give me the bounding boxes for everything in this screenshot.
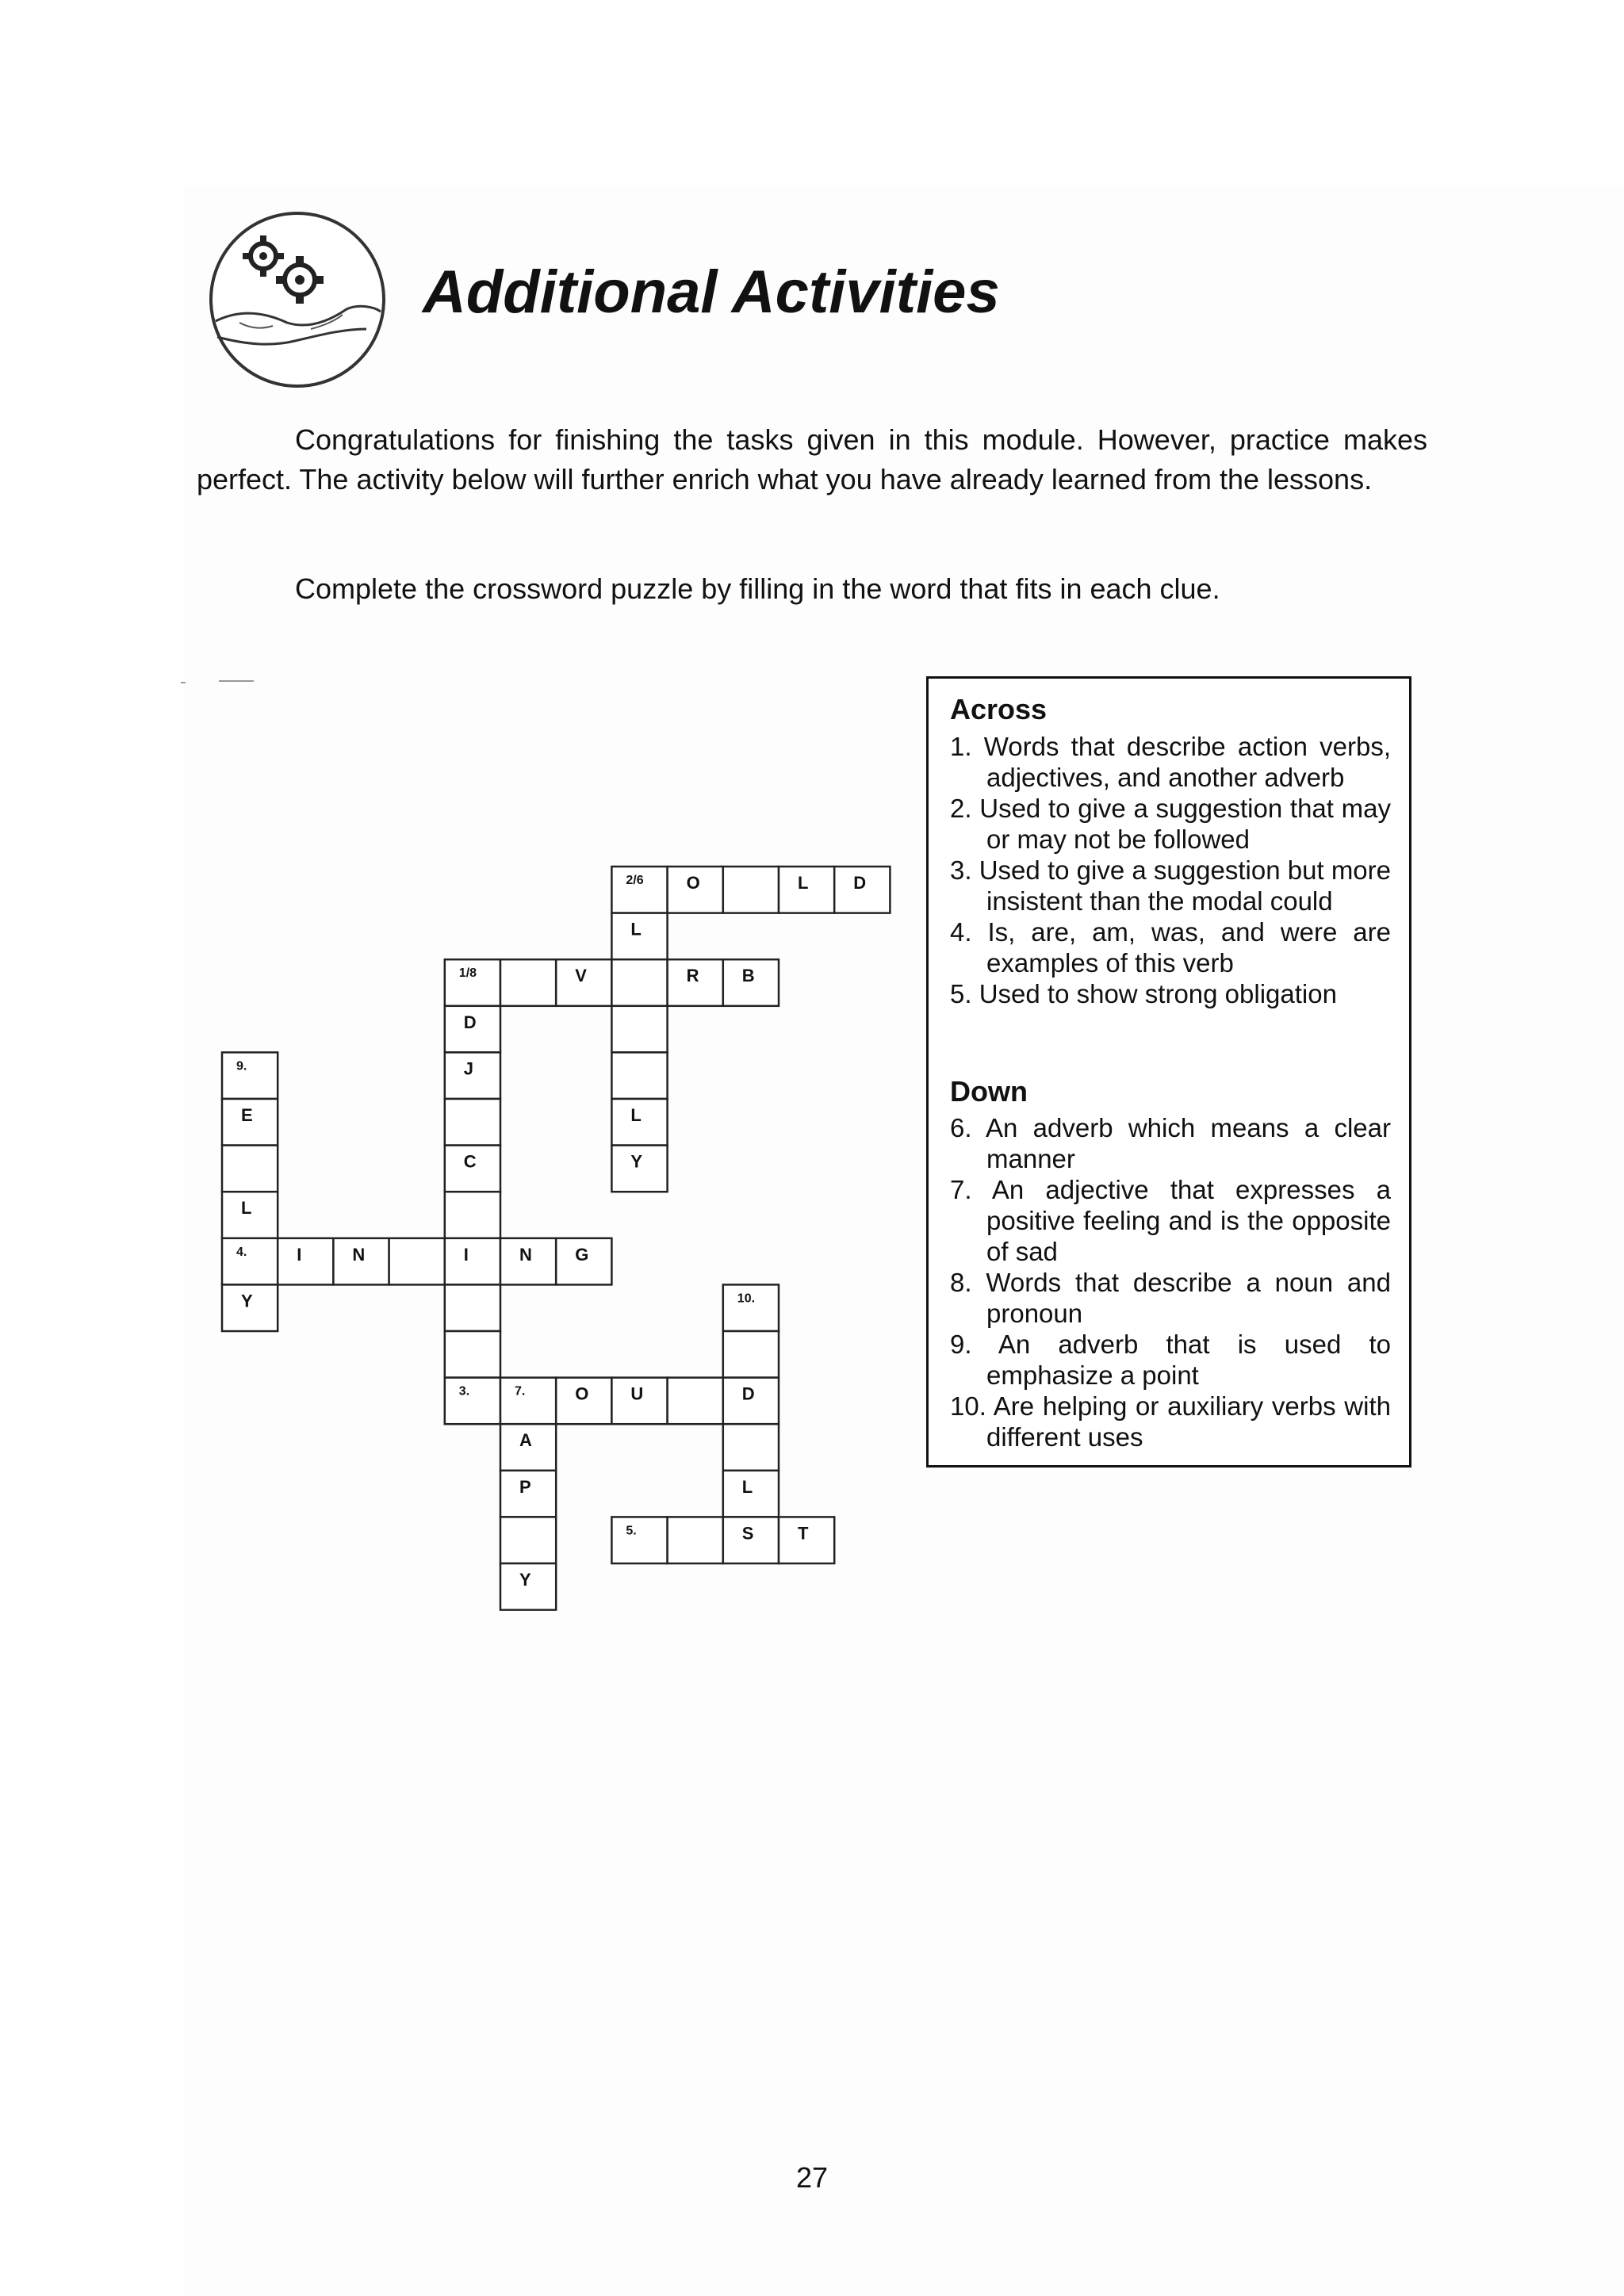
crossword-letter: L (630, 1105, 642, 1125)
crossword-cell (611, 1052, 667, 1099)
across-clue-list (950, 731, 1391, 1009)
crossword-letter: L (630, 919, 642, 939)
crossword-letter: R (686, 966, 699, 986)
instruction-paragraph: Complete the crossword puzzle by filling in the word that fits in each clue. (295, 572, 1220, 605)
crossword-cell (333, 1238, 389, 1285)
crossword-letter: Y (630, 1151, 643, 1172)
crossword-letter: P (519, 1476, 531, 1497)
crossword-letter: N (352, 1244, 366, 1265)
clue-box (926, 676, 1411, 1468)
crossword-letter: Y (241, 1291, 253, 1311)
clue-number: 7. (515, 1384, 526, 1399)
page-number: 27 (795, 2161, 829, 2194)
crossword-cell (723, 1424, 779, 1471)
clue-number: 10. (737, 1292, 756, 1306)
crossword-cell (222, 1238, 278, 1285)
crossword-cell (668, 1378, 723, 1425)
crossword-cell (500, 1517, 556, 1563)
crossword-letter: J (463, 1058, 474, 1079)
crossword-cell (779, 867, 834, 913)
crossword-cell (500, 959, 556, 1006)
crossword-cell (611, 913, 667, 960)
crossword-letter: O (575, 1383, 589, 1404)
crossword-cell (500, 1563, 556, 1610)
intro-paragraph: Congratulations for finishing the tasks given in this module. However, practice makes perfect. The activity below will further enrich what you have already learned from the lessons. (197, 423, 1427, 496)
across-clue: 5. Used to show strong obligation (950, 979, 1337, 1008)
crossword-cell (834, 867, 890, 913)
crossword-letter: L (798, 873, 809, 893)
crossword-cell (723, 1517, 779, 1563)
crossword-letter: S (741, 1523, 754, 1544)
crossword-cell (611, 1099, 667, 1146)
down-heading: Down (950, 1075, 1028, 1108)
crossword-cell (445, 1284, 500, 1331)
crossword-cell (500, 1378, 556, 1425)
crossword-letter: O (686, 873, 700, 893)
crossword-letter: N (519, 1244, 532, 1265)
across-clue: 3. Used to give a suggestion but more insistent than the modal could (950, 855, 1391, 916)
crossword-cell (556, 1378, 611, 1425)
crossword-cell (445, 1099, 500, 1146)
crossword-cell (611, 1146, 667, 1192)
crossword-cell (389, 1238, 445, 1285)
crossword-cell (445, 1146, 500, 1192)
crossword-letter: I (463, 1244, 469, 1265)
crossword-letter: D (853, 873, 867, 893)
crossword-cell (445, 1192, 500, 1238)
crossword-cell (723, 1471, 779, 1517)
crossword-cell (222, 1099, 278, 1146)
crossword-cell (723, 1331, 779, 1378)
clue-number: 3. (458, 1384, 470, 1399)
clue-number: 4. (236, 1245, 247, 1259)
crossword-cell (445, 1331, 500, 1378)
crossword-cell (445, 1052, 500, 1099)
crossword-cell (500, 1424, 556, 1471)
crossword-cell (445, 1006, 500, 1053)
crossword-letter: U (630, 1383, 644, 1404)
clue-number: 1/8 (458, 966, 477, 981)
crossword-cell (278, 1238, 333, 1285)
crossword-letter: A (519, 1430, 532, 1451)
crossword-cell (500, 1238, 556, 1285)
crossword-letter: L (741, 1476, 753, 1497)
crossword-cell (445, 1378, 500, 1425)
crossword-letter: B (741, 966, 755, 986)
clue-number: 2/6 (626, 874, 644, 887)
crossword-letter: D (741, 1383, 755, 1404)
crossword-cell (611, 1006, 667, 1053)
page-title: Additional Activities (423, 258, 1000, 326)
crossword-cell (222, 1192, 278, 1238)
crossword-cell (500, 1471, 556, 1517)
crossword-cell (556, 959, 611, 1006)
crossword-cell (723, 1284, 779, 1331)
down-clue: 7. An adjective that expresses a positive feeling and is the opposite of sad (950, 1175, 1391, 1266)
crossword-letter: I (297, 1244, 302, 1265)
crossword-cell (445, 1238, 500, 1285)
crossword-cell (611, 1378, 667, 1425)
across-heading: Across (950, 693, 1048, 725)
crossword-letter: V (575, 966, 587, 986)
crossword-letter: E (241, 1105, 253, 1125)
crossword-cell (556, 1238, 611, 1285)
crossword-letter: L (241, 1198, 252, 1219)
crossword-cell (723, 959, 779, 1006)
clue-number: 9. (236, 1059, 247, 1073)
down-clue: 10. Are helping or auxiliary verbs with different uses (950, 1391, 1391, 1452)
across-clue: 4. Is, are, am, was, and were are examples of this verb (950, 917, 1391, 978)
crossword-letter: D (463, 1012, 477, 1032)
crossword-letter: T (798, 1523, 809, 1544)
crossword-cell (668, 959, 723, 1006)
across-clue: 1. Words that describe action verbs, adjectives, and another adverb (950, 732, 1391, 792)
down-clue: 9. An adverb that is used to emphasize a point (950, 1330, 1391, 1390)
crossword-cell (611, 867, 667, 913)
crossword-letter: C (463, 1151, 477, 1172)
crossword-letter: G (575, 1244, 589, 1265)
crossword-cell (668, 1517, 723, 1563)
down-clue-list (950, 1112, 1391, 1452)
clue-number: 5. (626, 1524, 637, 1538)
crossword-letter: Y (519, 1570, 531, 1590)
crossword-cell (222, 1052, 278, 1099)
crossword-cell (222, 1146, 278, 1192)
crossword-cell (611, 959, 667, 1006)
down-clue: 8. Words that describe a noun and pronoun (950, 1268, 1391, 1328)
crossword-cell (668, 867, 723, 913)
down-clue: 6. An adverb which means a clear manner (950, 1113, 1391, 1173)
crossword-cell (723, 867, 779, 913)
crossword-cell (222, 1284, 278, 1331)
crossword-cell (723, 1378, 779, 1425)
crossword-cell (445, 959, 500, 1006)
crossword-cell (611, 1517, 667, 1563)
across-clue: 2. Used to give a suggestion that may or may not be followed (950, 794, 1391, 854)
crossword-cell (779, 1517, 834, 1563)
